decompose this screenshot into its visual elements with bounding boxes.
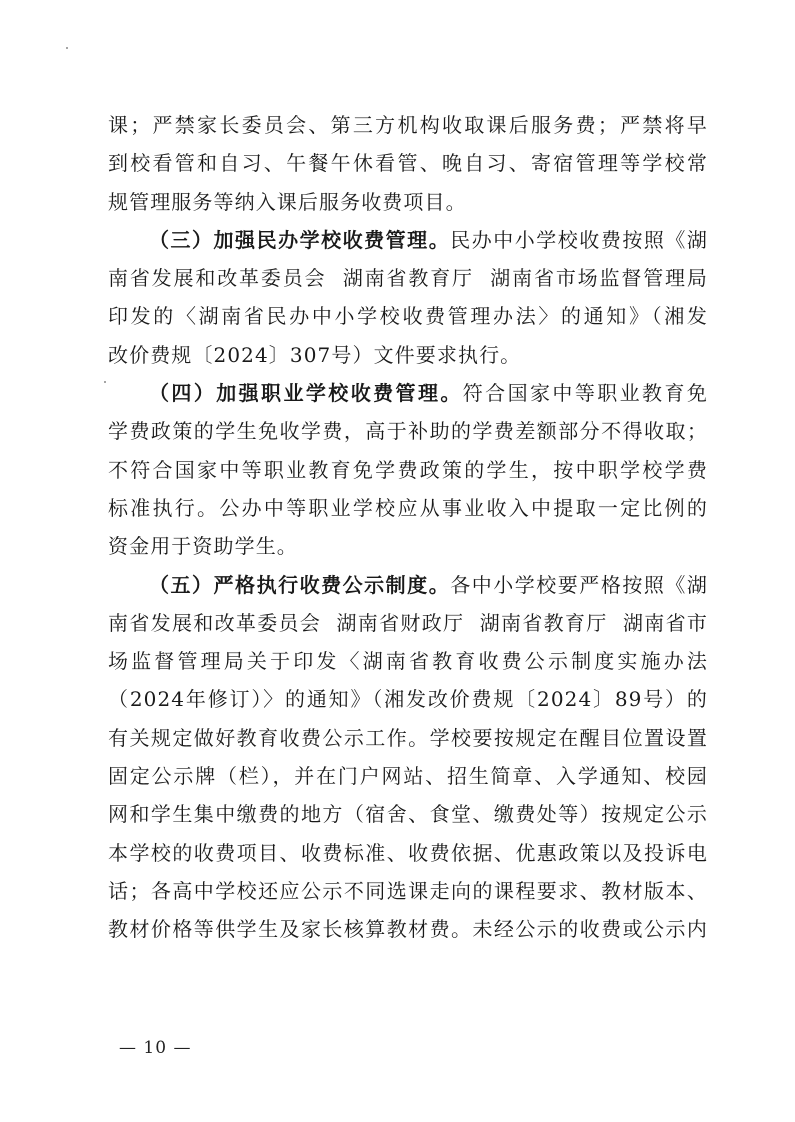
text-line: 南省发展和改革委员会 湖南省教育厅 湖南省市场监督管理局: [108, 266, 708, 291]
text-line: （2024年修订）〉的通知》（湘发改价费规〔2024〕89号）的: [108, 687, 708, 712]
text-line: 有关规定做好教育收费公示工作。学校要按规定在醒目位置设置: [108, 725, 708, 750]
text-line: 南省发展和改革委员会 湖南省财政厅 湖南省教育厅 湖南省市: [108, 610, 708, 635]
text-line: 规管理服务等纳入课后服务收费项目。: [108, 189, 467, 214]
text-line: 学费政策的学生免收学费，高于补助的学费差额部分不得收取；: [108, 419, 708, 444]
scan-speck: [66, 47, 68, 49]
text-line: 到校看管和自习、午餐午休看管、晚自习、寄宿管理等学校常: [108, 151, 708, 176]
paragraph-heading-line: （五）严格执行收费公示制度。各中小学校要严格按照《湖: [149, 572, 708, 597]
text-line: 固定公示牌（栏），并在门户网站、招生简章、入学通知、校园: [108, 764, 708, 789]
text-line: 改价费规〔2024〕307号）文件要求执行。: [108, 342, 522, 367]
section-heading: （四）加强职业学校收费管理。: [149, 381, 463, 406]
text-line: 本学校的收费项目、收费标准、收费依据、优惠政策以及投诉电: [108, 840, 708, 865]
text-line: 话；各高中学校还应公示不同选课走向的课程要求、教材版本、: [108, 878, 708, 903]
section-heading: （五）严格执行收费公示制度。: [149, 572, 451, 597]
text-line: 印发的〈湖南省民办中小学校收费管理办法〉的通知》（湘发: [108, 304, 708, 329]
paragraph-heading-line: （四）加强职业学校收费管理。符合国家中等职业教育免: [149, 381, 708, 406]
text-line: 课；严禁家长委员会、第三方机构收取课后服务费；严禁将早: [108, 113, 708, 137]
scan-speck: [104, 381, 106, 383]
paragraph-heading-line: （三）加强民办学校收费管理。民办中小学校收费按照《湖: [149, 227, 708, 252]
text-line: 场监督管理局关于印发〈湖南省教育收费公示制度实施办法: [108, 649, 708, 674]
body-text: [108, 106, 708, 949]
text-line: 标准执行。公办中等职业学校应从事业收入中提取一定比例的: [108, 495, 708, 520]
text-line: 不符合国家中等职业教育免学费政策的学生，按中职学校学费: [108, 457, 708, 482]
page-number: — 10 —: [119, 1038, 192, 1058]
text-line: 教材价格等供学生及家长核算教材费。未经公示的收费或公示内: [108, 917, 708, 942]
text-line: 网和学生集中缴费的地方（宿舍、食堂、缴费处等）按规定公示: [108, 802, 708, 827]
text-line: 资金用于资助学生。: [108, 534, 298, 559]
section-heading: （三）加强民办学校收费管理。: [149, 227, 451, 252]
